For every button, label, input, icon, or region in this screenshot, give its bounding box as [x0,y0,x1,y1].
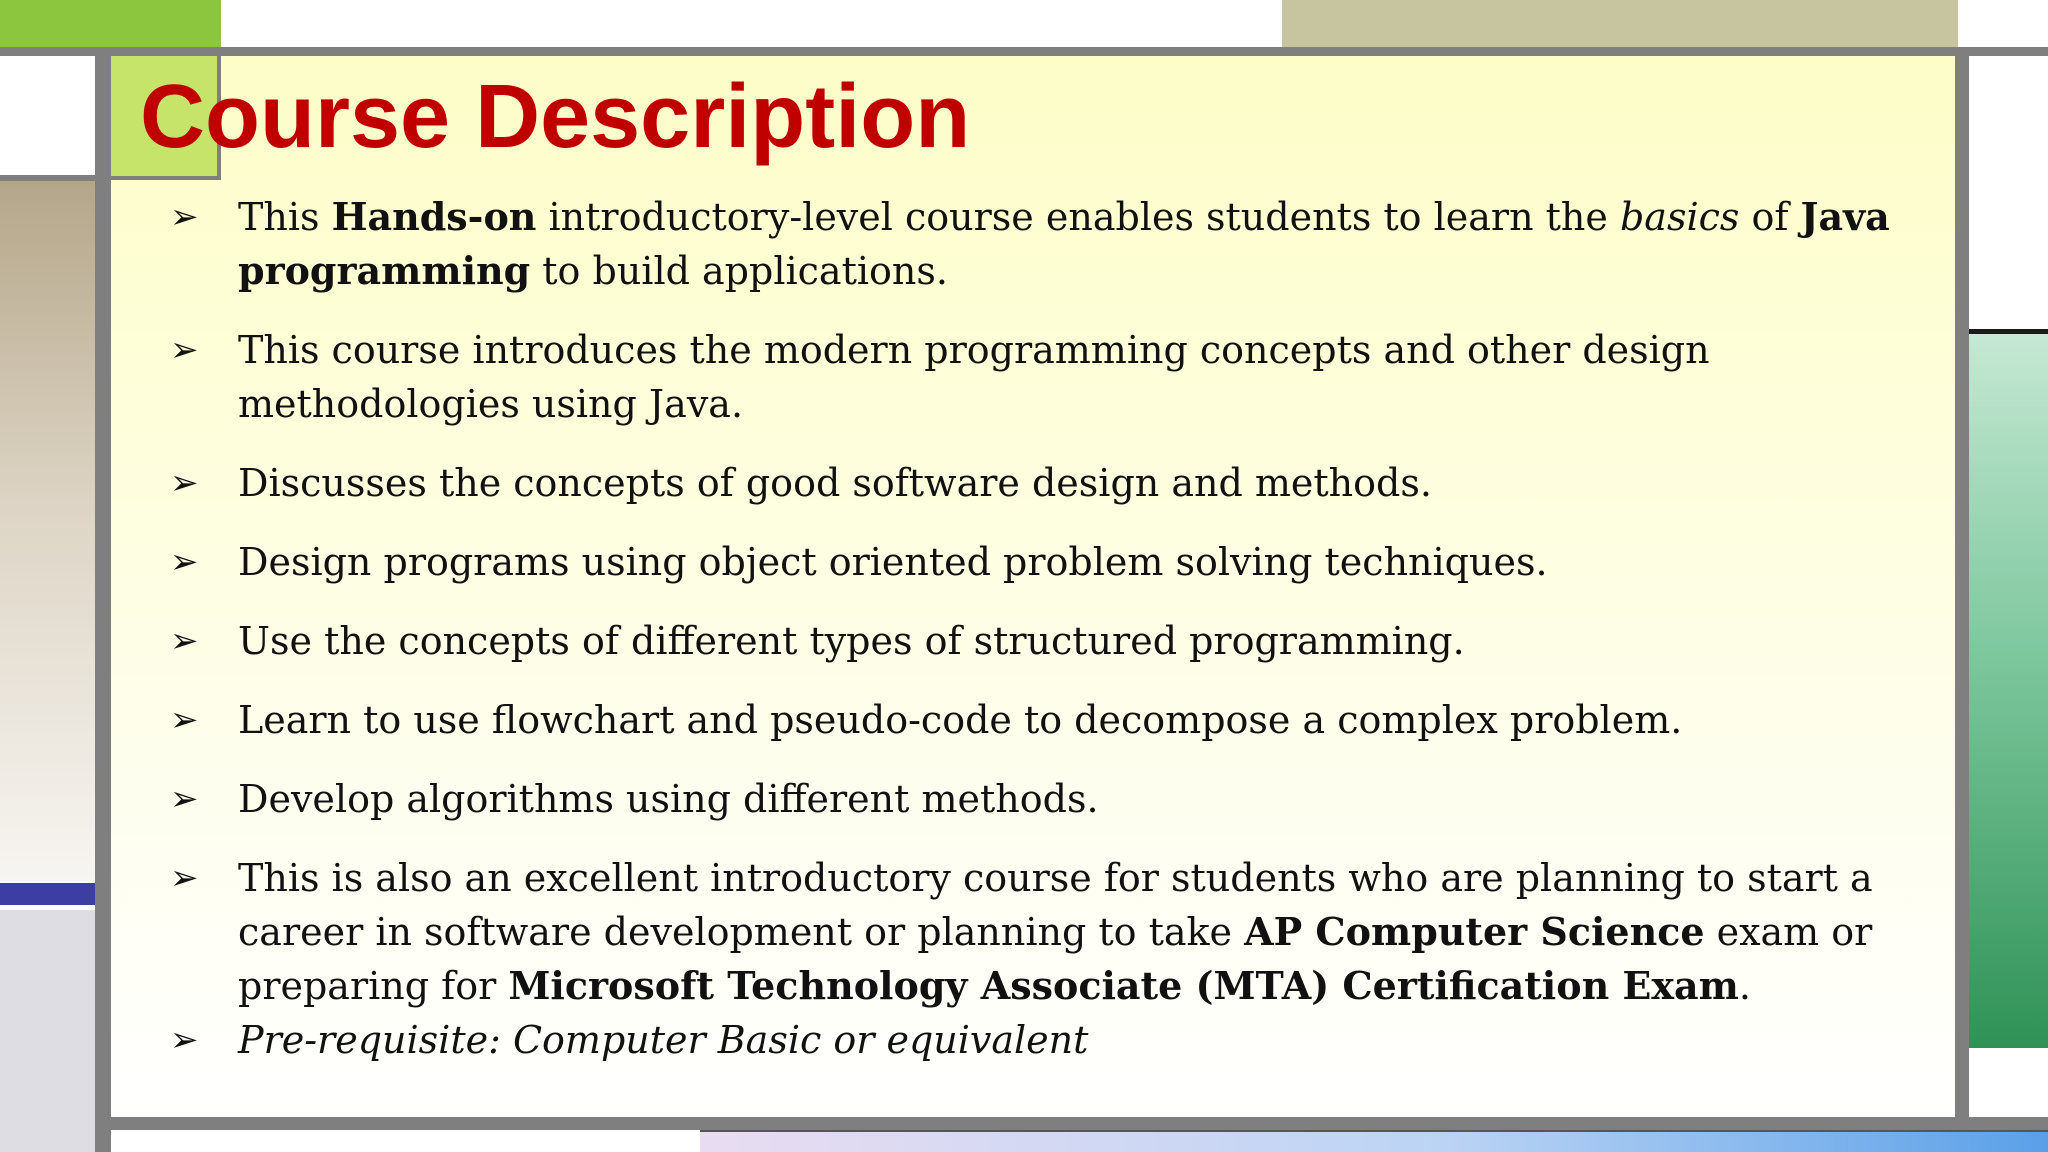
left-blue-bar [0,883,95,905]
bullet-text: Discusses the concepts of good software design and methods. [238,461,1432,505]
frame-line-top [0,47,2048,56]
bold-mta-certification: Microsoft Technology Associate (MTA) Certification Exam [508,963,1739,1008]
bullet-item-hands-on [170,190,1930,298]
bullet-text: This [238,195,332,239]
bullet-item-structured-programming [170,614,1930,668]
bold-java-programming: Java programming [238,194,1890,293]
bullet-text: Develop algorithms using different methods. [238,777,1099,821]
frame-line-left [95,47,111,1152]
bottom-purple-blue-gradient-strip [700,1130,2048,1152]
bullet-item-software-design [170,456,1930,510]
arrowhead-bullet-icon: ➢ [170,330,199,370]
bullet-text: This course introduces the modern programming concepts and other design methodologies using Java. [238,328,1710,426]
left-tan-gradient-strip [0,181,95,881]
bullet-item-algorithms [170,772,1930,826]
bullet-text-prerequisite: Pre-requisite: Computer Basic or equivalent [238,1018,1089,1062]
bullet-item-prerequisite [170,1013,1930,1067]
bold-ap-computer-science: AP Computer Science [1244,909,1705,954]
frame-line-bottom [95,1117,2048,1130]
frame-line-right [1955,47,1969,1130]
arrowhead-bullet-icon: ➢ [170,542,199,582]
bullet-item-career [170,851,1930,1013]
bullet-text: of [1739,195,1801,239]
left-gray-strip [0,910,95,1152]
bullet-text: Learn to use flowchart and pseudo-code to decompose a complex problem. [238,698,1683,742]
bullet-list [170,190,1930,1067]
arrowhead-bullet-icon: ➢ [170,197,199,237]
top-right-khaki-bar [1282,0,1958,47]
slide-title: Course Description [140,67,971,167]
bullet-text: introductory-level course enables students to learn the [536,195,1620,239]
italic-basics: basics [1619,195,1740,239]
bullet-item-object-oriented [170,535,1930,589]
arrowhead-bullet-icon: ➢ [170,700,199,740]
bullet-text: Use the concepts of different types of structured programming. [238,619,1465,663]
arrowhead-bullet-icon: ➢ [170,621,199,661]
arrowhead-bullet-icon: ➢ [170,1020,199,1060]
arrowhead-bullet-icon: ➢ [170,779,199,819]
bullet-text: . [1738,964,1751,1008]
bullet-text: This is also an excellent introductory course for students who are planning to start a career in software development or planning to take [238,856,1873,954]
bold-hands-on: Hands-on [331,194,537,239]
bullet-item-modern-concepts [170,323,1930,431]
bullet-text: Design programs using object oriented problem solving techniques. [238,540,1548,584]
arrowhead-bullet-icon: ➢ [170,463,199,503]
bullet-text: to build applications. [530,249,948,293]
arrowhead-bullet-icon: ➢ [170,858,199,898]
bullet-text: exam or preparing for [238,910,1873,1008]
bullet-item-flowchart [170,693,1930,747]
right-green-gradient-strip [1969,334,2048,1048]
top-left-green-bar [0,0,221,47]
